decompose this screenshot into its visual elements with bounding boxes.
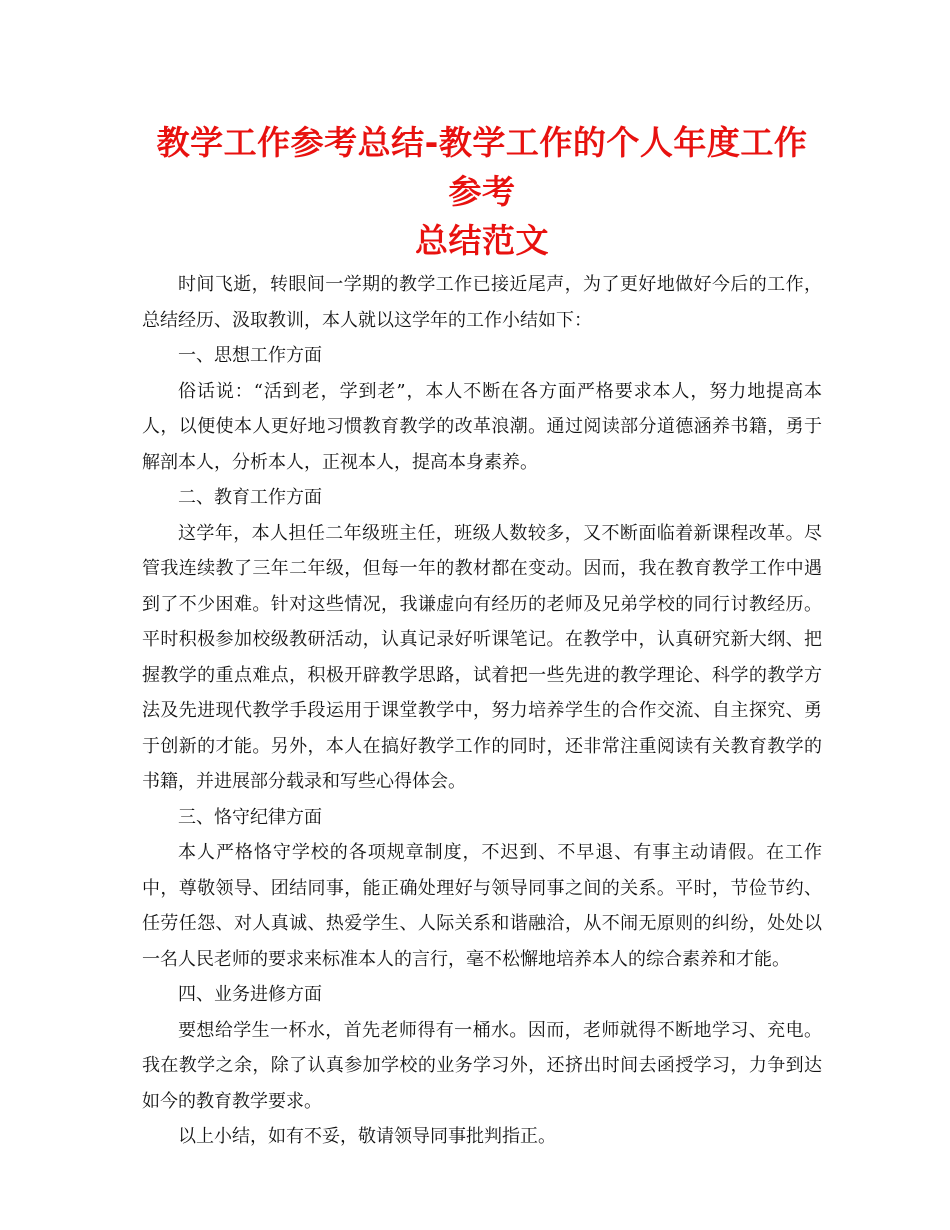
section-heading-thought: 一、思想工作方面 <box>178 345 322 366</box>
closing-paragraph: 以上小结，如有不妥，敬请领导同事批判指正。 <box>178 1126 556 1147</box>
title-line-2: 总结范文 <box>415 221 549 260</box>
paragraph-education: 这学年，本人担任二年级班主任，班级人数较多，又不断面临着新课程改革。尽管我连续教了三年二年级，但每一年的教材都在变动。因而，我在教育教学工作中遇到了不少困难。针对这些情况，我谦虚向有经历的老师及兄弟学校的同行讨教经历。平时积极参加校级教研活动，认真记录好听课笔记。在教学中，认真研究新大纲、把握教学的重点难点，积极开辟教学思路，试着把一些先进的教学理论、科学的教学方法及先进现代教学手段运用于课堂教学中，努力培养学生的合作交流、自主探究、勇于创新的才能。另外，本人在搞好教学工作的同时，还非常注重阅读有关教育教学的书籍，并进展部分载录和写些心得体会。 <box>142 522 822 792</box>
section-heading-discipline: 三、恪守纪律方面 <box>178 806 322 828</box>
document-body <box>142 267 822 1155</box>
section-heading-education: 二、教育工作方面 <box>178 487 322 508</box>
document-title <box>142 118 822 265</box>
paragraph-study: 要想给学生一杯水，首先老师得有一桶水。因而，老师就得不断地学习、充电。我在教学之余，除了认真参加学校的业务学习外，还挤出时间去函授学习，力争到达如今的教育教学要求。 <box>142 1019 822 1112</box>
intro-paragraph: 时间飞逝，转眼间一学期的教学工作已接近尾声，为了更好地做好今后的工作，总结经历、汲取教训，本人就以这学年的工作小结如下： <box>142 274 822 331</box>
title-line-1: 教学工作参考总结-教学工作的个人年度工作参考 <box>156 123 808 211</box>
document-page <box>142 118 822 1155</box>
paragraph-discipline: 本人严格恪守学校的各项规章制度，不迟到、不早退、有事主动请假。在工作中，尊敬领导、团结同事，能正确处理好与领导同事之间的关系。平时，节俭节约、任劳任怨、对人真诚、热爱学生、人际关系和谐融洽，从不闹无原则的纠纷，处处以一名人民老师的要求来标准本人的言行，毫不松懈地培养本人的综合素养和才能。 <box>142 842 822 970</box>
paragraph-thought: 俗话说：“活到老，学到老”，本人不断在各方面严格要求本人，努力地提高本人，以便使本人更好地习惯教育教学的改革浪潮。通过阅读部分道德涵养书籍，勇于解剖本人，分析本人，正视本人，提高本身素养。 <box>142 380 822 473</box>
section-heading-study: 四、业务进修方面 <box>178 984 322 1005</box>
